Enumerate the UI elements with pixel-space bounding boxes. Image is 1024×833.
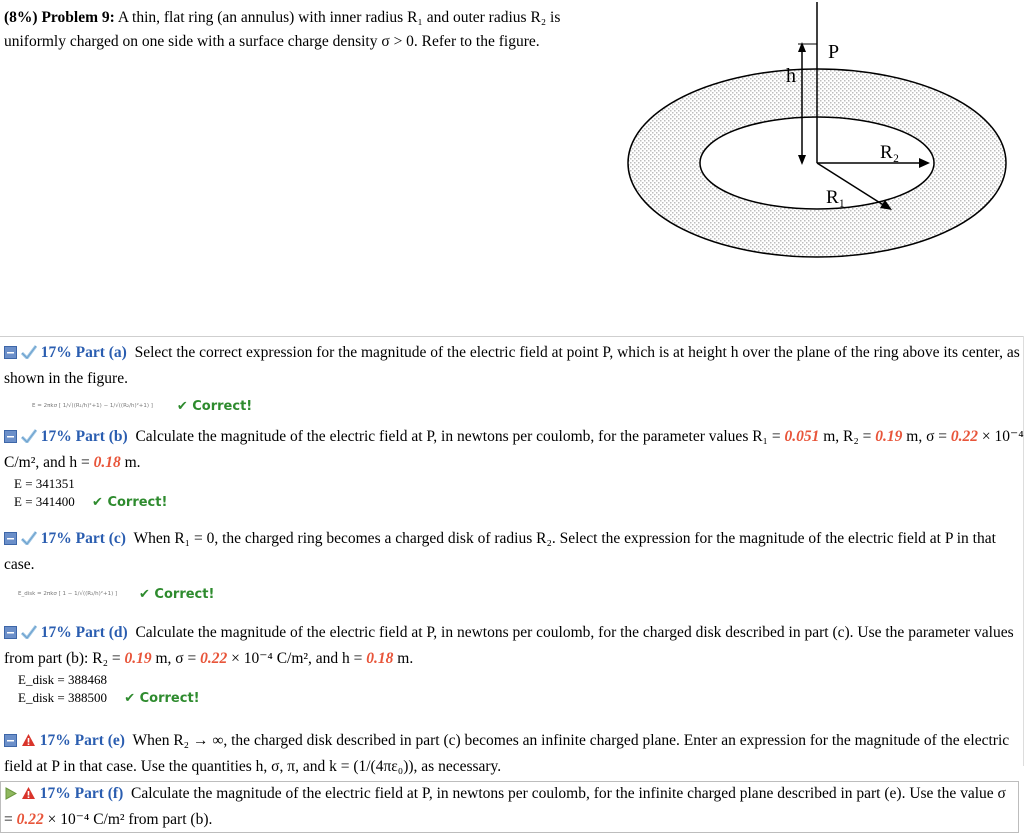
part-f (0, 781, 1019, 833)
part-d-answer-2 (18, 689, 1024, 708)
part-b-title[interactable]: Part (b) (75, 428, 128, 445)
part-f-title[interactable]: Part (f) (74, 785, 124, 802)
part-b-answer-2-value: E = 341400 (14, 494, 75, 509)
part-d-percent: 17% (40, 624, 72, 641)
warning-icon (21, 784, 36, 808)
part-f-sigma: 0.22 (16, 811, 44, 828)
part-b-text-2: m, R₂ = (819, 428, 876, 445)
label-p: P (828, 41, 840, 63)
part-a-title[interactable]: Part (a) (75, 344, 127, 361)
expand-icon[interactable] (4, 784, 17, 808)
part-c-title[interactable]: Part (c) (75, 530, 126, 547)
part-a-text: Select the correct expression for the magnitude of the electric field at point P, which is at height h over the plane of the ring above its center, as shown in the figure. (4, 344, 1020, 387)
part-d-text-4: m. (393, 650, 414, 667)
label-r1: R₁ (826, 187, 846, 208)
part-f-text-2: × 10⁻⁴ C/m² from part (b). (43, 811, 213, 828)
part-e (0, 729, 1024, 779)
part-c-percent: 17% (40, 530, 72, 547)
part-b-status: ✔ Correct! (92, 495, 168, 510)
part-b-r2: 0.19 (875, 428, 903, 445)
part-f-percent: 17% (39, 785, 71, 802)
check-icon (21, 427, 37, 451)
part-d-h: 0.18 (366, 650, 394, 667)
part-b (0, 425, 1024, 512)
part-b-text-1: Calculate the magnitude of the electric field at P, in newtons per coulomb, for the parameter values R₁ = (135, 428, 785, 445)
part-b-percent: 17% (40, 428, 72, 445)
check-icon (21, 529, 37, 553)
part-b-text-4: × 10⁻⁴ C/m², and h = (4, 428, 1024, 471)
label-h: h (786, 65, 796, 87)
part-c (0, 527, 1024, 609)
divider (0, 336, 1024, 337)
problem-label: Problem 9: (41, 9, 115, 26)
part-a-formula: E = 2πkσ [ 1/√((R₁/h)²+1) − 1/√((R₂/h)²+1) ] (32, 403, 153, 410)
part-b-text-5: m. (120, 454, 141, 471)
problem-statement (4, 6, 604, 54)
part-e-title[interactable]: Part (e) (74, 732, 125, 749)
part-d-text-1: Calculate the magnitude of the electric field at P, in newtons per coulomb, for the charged disk described in part (c). Use the parameter values from part (b): R₂ = (4, 624, 1014, 667)
problem-text: A thin, flat ring (an annulus) with inner radius R₁ and outer radius R₂ is uniformly charged on one side with a surface charge density σ > 0. Refer to the figure. (4, 9, 561, 50)
part-d-title[interactable]: Part (d) (75, 624, 128, 641)
collapse-icon[interactable] (4, 427, 17, 451)
part-d-answer-1: E_disk = 388468 (18, 672, 107, 687)
part-b-sigma: 0.22 (950, 428, 979, 445)
part-c-status: ✔ Correct! (139, 587, 215, 602)
annulus-figure (620, 0, 1024, 270)
part-d-answer-2-value: E_disk = 388500 (18, 690, 107, 705)
part-d-r2: 0.19 (124, 650, 152, 667)
check-icon (21, 343, 37, 367)
part-d (0, 621, 1024, 708)
check-icon (21, 623, 37, 647)
part-d-sigma: 0.22 (200, 650, 228, 667)
label-r2: R₂ (880, 142, 900, 163)
collapse-icon[interactable] (4, 623, 17, 647)
part-b-answer-1: E = 341351 (14, 476, 75, 491)
part-b-r1: 0.051 (784, 428, 820, 445)
collapse-icon[interactable] (4, 343, 17, 367)
part-e-percent: 17% (39, 732, 71, 749)
part-d-status: ✔ Correct! (124, 691, 200, 706)
collapse-icon[interactable] (4, 731, 17, 755)
part-b-answer-2 (14, 493, 1024, 512)
part-b-h: 0.18 (93, 454, 121, 471)
problem-weight: (8%) (4, 9, 38, 26)
part-a-percent: 17% (40, 344, 72, 361)
part-b-text-3: m, σ = (902, 428, 951, 445)
part-c-formula: E_disk = 2πkσ [ 1 − 1/√((R₂/h)²+1) ] (18, 591, 118, 598)
warning-icon (21, 731, 36, 755)
part-c-text: When R₁ = 0, the charged ring becomes a charged disk of radius R₂. Select the expression for the magnitude of the electric field at P in that case. (4, 530, 996, 573)
part-d-text-3: × 10⁻⁴ C/m², and h = (227, 650, 367, 667)
part-d-text-2: m, σ = (151, 650, 201, 667)
collapse-icon[interactable] (4, 529, 17, 553)
part-f-text-1: Calculate the magnitude of the electric field at P, in newtons per coulomb, for the infinite charged plane described in part (e). Use the value σ = (4, 785, 1006, 828)
part-e-text: When R₂ → ∞, the charged disk described in part (c) becomes an infinite charged plane. Enter an expression for the magnitude of the electric field at P in that case. Use the quantities h, σ, π, and k = (1/(4πε₀)), as necessary. (4, 732, 1010, 775)
part-a-status: ✔ Correct! (176, 399, 253, 414)
part-a (0, 341, 1024, 419)
